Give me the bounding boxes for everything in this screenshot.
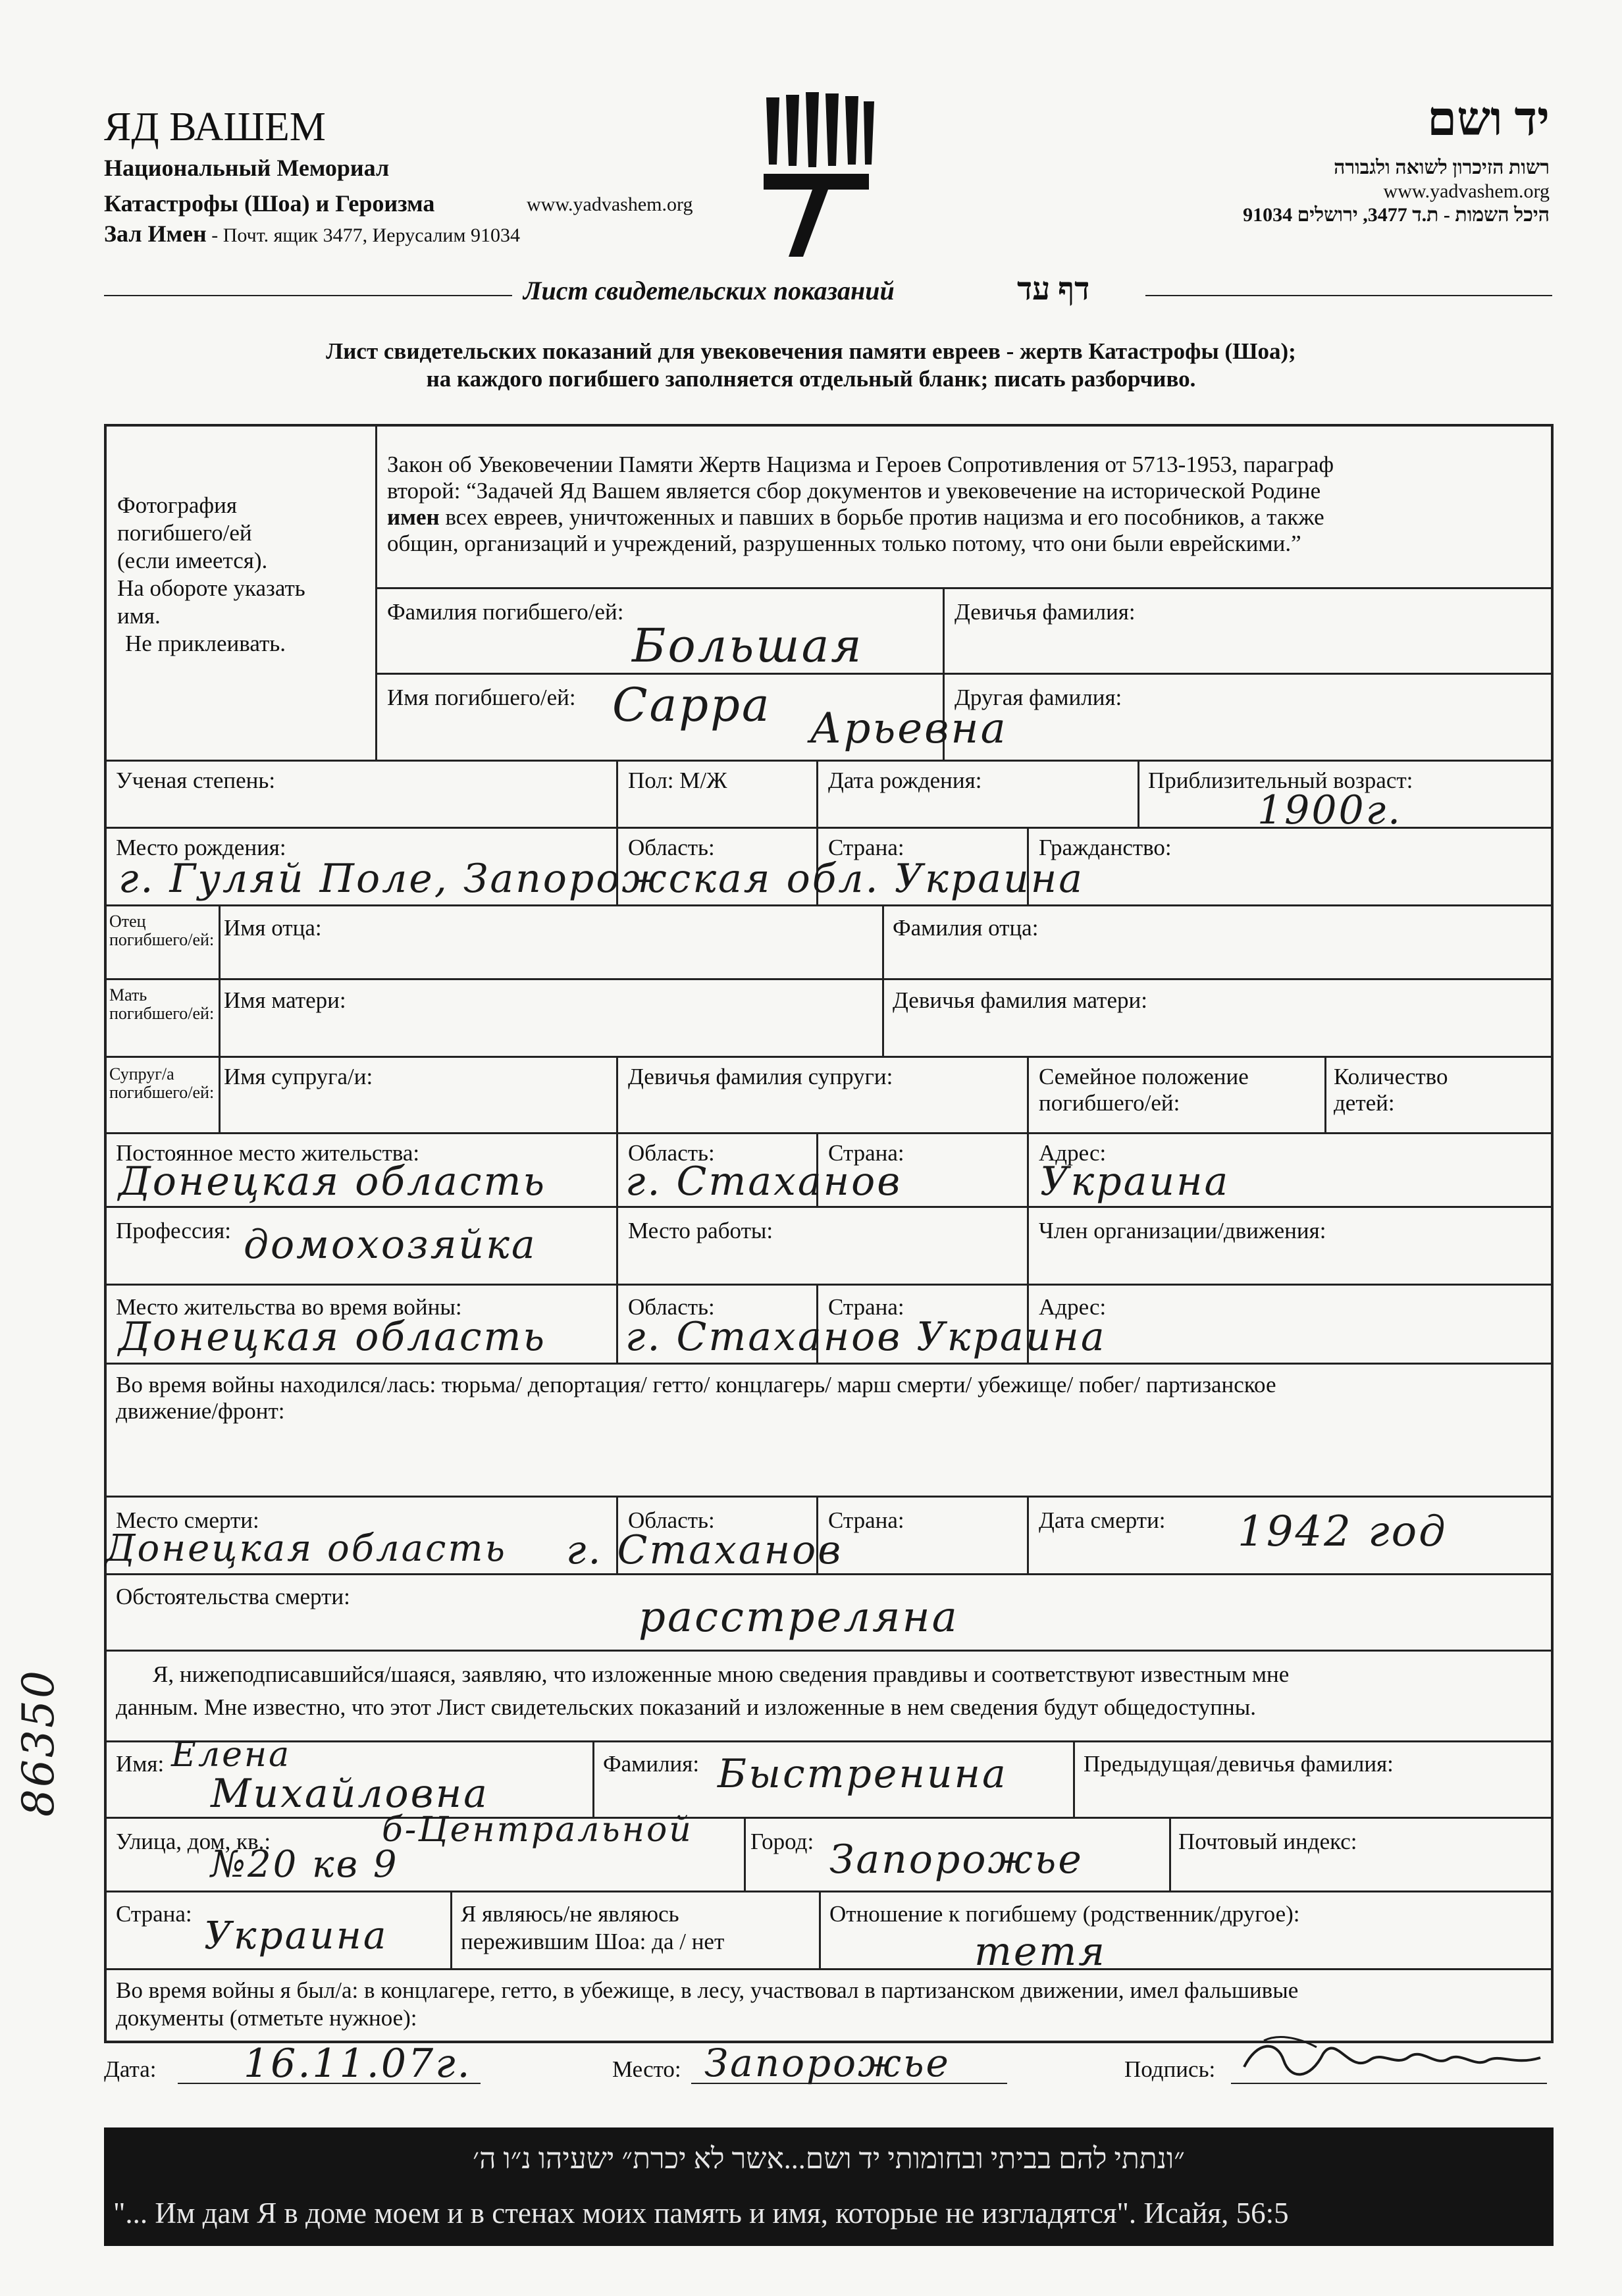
photo-line2: погибшего/ей [117,520,252,546]
label-spouse-name: Имя супруга/и: [224,1064,373,1089]
form-title-he: דף עד [1017,272,1090,307]
form-title-ru: Лист свидетельских показаний [523,276,895,305]
spouse-div2 [1027,1056,1029,1132]
father-div0 [219,904,221,1056]
label-marital-1: Семейное положение [1039,1064,1249,1089]
prof-bottom [104,1284,1554,1286]
label-relation: Отношение к погибшему (родственник/другое): [829,1901,1300,1927]
label-degree: Ученая степень: [116,768,276,793]
res-div1 [616,1132,618,1206]
label-warres-region: Область: [628,1294,715,1320]
hw-sub-country[interactable]: Украина [204,1913,388,1958]
russian-quote: "... Им дам Я в доме моем и в стенах моих память и имя, которые не изгладятся". Исайя, 56:5 [113,2197,1289,2230]
spouse-div1 [616,1056,618,1132]
hw-approx-age[interactable]: 1900г. [1257,787,1403,833]
hw-death-place[interactable]: Донецкая область [105,1527,507,1570]
street-bottom [104,1891,1554,1892]
law-line4: общин, организаций и учреждений, разрушенных только потому, что они были еврейскими.” [387,531,1301,556]
father-div1 [882,904,884,1056]
label-survivor-1: Я являюсь/не являюсь [461,1901,679,1927]
label-sub-street: Улица, дом, кв.: [116,1829,271,1854]
label-birth-date: Дата рождения: [828,768,982,793]
label-war-status-1: Во время войны находился/лась: тюрьма/ депортация/ гетто/ концлагерь/ марш смерти/ убежище/ побег/ партизанское [116,1372,1276,1397]
hw-first-name[interactable]: Сарра [612,678,772,732]
hw-residence-address[interactable]: Украина [1040,1159,1230,1205]
hall-label: Зал Имен [104,221,207,247]
hw-archive-number: 86350 [13,1669,64,1817]
label-sub-prev: Предыдущая/девичья фамилия: [1084,1751,1394,1777]
quote-banner [104,2127,1554,2246]
handwritten-signature [1238,2027,1547,2087]
sub-div2 [1073,1740,1075,1817]
label-war-sub-1: Во время войны я был/а: в концлагере, гетто, в убежище, в лесу, участвовал в партизанском движении, имел фальшивые [116,1977,1299,2003]
yad-vashem-logo [757,92,876,263]
label-death-country: Страна: [828,1507,904,1533]
label-father-name: Имя отца: [224,915,322,941]
label-birth-region: Область: [628,835,715,860]
label-spouse: Супруг/а погибшего/ей: [109,1064,215,1102]
label-workplace: Место работы: [628,1218,773,1243]
label-sub-surname: Фамилия: [603,1751,700,1777]
hw-sub-name-1[interactable]: Елена [171,1735,292,1775]
label-sub-zip: Почтовый индекс: [1178,1829,1357,1854]
label-death-circ: Обстоятельства смерти: [116,1584,350,1609]
circ-bottom [104,1650,1554,1652]
subname-bottom [104,1817,1554,1819]
hw-sub-street-2[interactable]: №20 кв 9 [211,1843,399,1886]
hw-war-residence[interactable]: Донецкая область [118,1314,547,1360]
birth-bottom [104,904,1554,906]
label-citizenship: Гражданство: [1039,835,1172,860]
label-death-date: Дата смерти: [1039,1507,1166,1533]
label-surname: Фамилия погибшего/ей: [387,599,624,625]
label-birth-place: Место рождения: [116,835,286,860]
hw-relation[interactable]: тетя [974,1929,1107,1975]
he-address: היכל השמות - ת.ד 3477, ירושלים 91034 [1243,204,1550,226]
label-signature: Подпись: [1124,2056,1216,2082]
label-spouse-maiden: Девичья фамилия супруги: [628,1064,893,1089]
label-birth-country: Страна: [828,835,904,860]
label-war-sub-2: документы (отметьте нужное): [116,2005,417,2031]
father-bottom [104,978,1554,980]
sub-div1 [592,1740,594,1817]
he-website: www.yadvashem.org [1383,180,1550,202]
hw-residence[interactable]: Донецкая область [118,1159,547,1205]
spouse-bottom [104,1132,1554,1134]
prof-div2 [1027,1206,1029,1284]
degree-div2 [816,760,818,827]
spouse-div3 [1324,1056,1326,1132]
label-date: Дата: [104,2056,157,2082]
hw-place[interactable]: Запорожье [704,2041,951,2085]
warstatus-bottom [104,1496,1554,1498]
label-mother: Мать погибшего/ей: [109,985,215,1023]
label-profession: Профессия: [116,1218,231,1243]
street-div2 [1169,1817,1171,1891]
label-war-residence: Место жительства во время войны: [116,1294,462,1320]
law-line3-rest: всех евреев, уничтоженных и павших в борьбе против нацизма и его пособников, а также [439,504,1324,530]
spouse-div0 [219,1056,221,1132]
res-bottom [104,1206,1554,1208]
label-sex: Пол: М/Ж [628,768,727,793]
declaration-line2: данным. Мне известно, что этот Лист свидетельских показаний и изложенные в нем сведения будут общедоступны. [116,1694,1256,1720]
law-line3 [387,504,1324,531]
photo-divider [375,424,377,760]
org-subtitle-line2: Национальный Мемориал [104,155,390,181]
label-res-address: Адрес: [1039,1140,1107,1166]
label-sub-name: Имя: [116,1751,165,1777]
label-first-name: Имя погибшего/ей: [387,685,576,710]
hw-birth-place[interactable]: г. Гуляй Поле, Запорожская обл. Украина [118,856,1084,902]
warres-div1 [616,1284,618,1363]
photo-line6: Не приклеивать. [125,631,286,656]
label-place: Место: [612,2056,681,2082]
prof-div1 [616,1206,618,1284]
law-line2: второй: “Задачей Яд Вашем является сбор документов и увековечение на исторической Родине [387,478,1321,504]
label-mother-name: Имя матери: [224,987,346,1013]
decl-bottom [104,1740,1554,1742]
label-warres-country: Страна: [828,1294,904,1320]
photo-line4: На обороте указать [117,575,305,601]
label-sub-city: Город: [750,1829,814,1854]
label-maiden-name: Девичья фамилия: [955,599,1136,625]
hw-sub-street-1[interactable]: б-Центральной [382,1810,693,1850]
label-member: Член организации/движения: [1039,1218,1326,1243]
hw-death-date[interactable]: 1942 год [1238,1507,1448,1556]
law-line1: Закон об Увековечении Памяти Жертв Нацизма и Героев Сопротивления от 5713-1953, параграф [387,452,1334,477]
org-subtitle-line3: Катастрофы (Шоа) и Героизма [104,190,435,217]
photo-line3: (если имеется). [117,548,268,573]
label-war-status-2: движение/фронт: [116,1398,285,1424]
org-title-ru: ЯД ВАШЕМ [104,105,326,149]
subtitle-line2: на каждого погибшего заполняется отдельный бланк; писать разборчиво. [426,366,1196,392]
label-children-2: детей: [1334,1090,1395,1116]
hw-sub-city[interactable]: Запорожье [829,1837,1084,1883]
mother-bottom [104,1056,1554,1058]
label-marital-2: погибшего/ей: [1039,1090,1180,1116]
label-mother-maiden: Девичья фамилия матери: [893,987,1147,1013]
law-bottom [375,587,1554,589]
hw-profession[interactable]: домохозяйка [244,1222,537,1268]
hw-death-circ[interactable]: расстреляна [639,1593,959,1642]
hebrew-quote: ״ונתתי להם בביתי ובחומותי יד ושם...אשר לא יכרת״ ישעיהו נ״ו ה׳ [473,2143,1185,2175]
degree-div1 [616,760,618,827]
hw-sub-surname[interactable]: Быстренина [718,1751,1008,1797]
org-title-he: יד ושם [1427,93,1550,145]
hw-date[interactable]: 16.11.07г. [244,2041,472,2087]
death-div3 [1027,1496,1029,1573]
photo-line5: имя. [117,603,161,629]
website-link[interactable]: www.yadvashem.org [527,194,693,215]
label-sub-country: Страна: [116,1901,192,1927]
label-children-1: Количество [1334,1064,1448,1089]
hw-patronymic[interactable]: Арьевна [810,704,1008,753]
declaration-line1: Я, нижеподписавшийся/шаяся, заявляю, что изложенные мною сведения правдивы и соответствуют известным мне [153,1661,1290,1687]
label-residence: Постоянное место жительства: [116,1140,420,1166]
photo-line1: Фотография [117,492,237,518]
label-res-country: Страна: [828,1140,904,1166]
death-bottom [104,1573,1554,1575]
label-father-surname: Фамилия отца: [893,915,1039,941]
label-father: Отец погибшего/ей: [109,912,215,949]
label-survivor-2[interactable]: пережившим Шоа: да / нет [461,1929,725,1954]
label-warres-address: Адрес: [1039,1294,1107,1320]
block1-bottom [104,760,1554,762]
hw-surname[interactable]: Большая [632,619,864,673]
title-rule-right [1145,295,1552,296]
label-res-region: Область: [628,1140,715,1166]
label-death-place: Место смерти: [116,1507,259,1533]
label-death-region: Область: [628,1507,715,1533]
warres-bottom [104,1363,1554,1365]
country-div1 [450,1891,452,1968]
hw-sub-name-2[interactable]: Михайловна [211,1771,489,1817]
hw-death-city[interactable]: г. Стаханов [566,1527,843,1573]
country-bottom [104,1968,1554,1970]
country-div2 [819,1891,821,1968]
label-other-name: Другая фамилия: [955,685,1122,710]
res-div3 [1027,1132,1029,1206]
surname-bottom [375,673,1554,675]
title-rule-left [104,295,512,296]
hall-line [104,220,520,248]
hw-war-city[interactable]: г. Стаханов Украина [625,1314,1107,1360]
law-names-word: имен [387,504,440,530]
he-subtitle: רשות הזיכרון לשואה ולגבורה [1334,157,1550,178]
label-approx-age: Приблизительный возраст: [1148,768,1413,793]
subtitle-line1: Лист свидетельских показаний для увековечения памяти евреев - жертв Катастрофы (Шоа); [326,338,1296,364]
street-div1 [744,1817,746,1891]
hw-residence-city[interactable]: г. Стаханов [625,1159,903,1205]
degree-div3 [1138,760,1139,827]
hall-address: - Почт. ящик 3477, Иерусалим 91034 [206,224,520,246]
